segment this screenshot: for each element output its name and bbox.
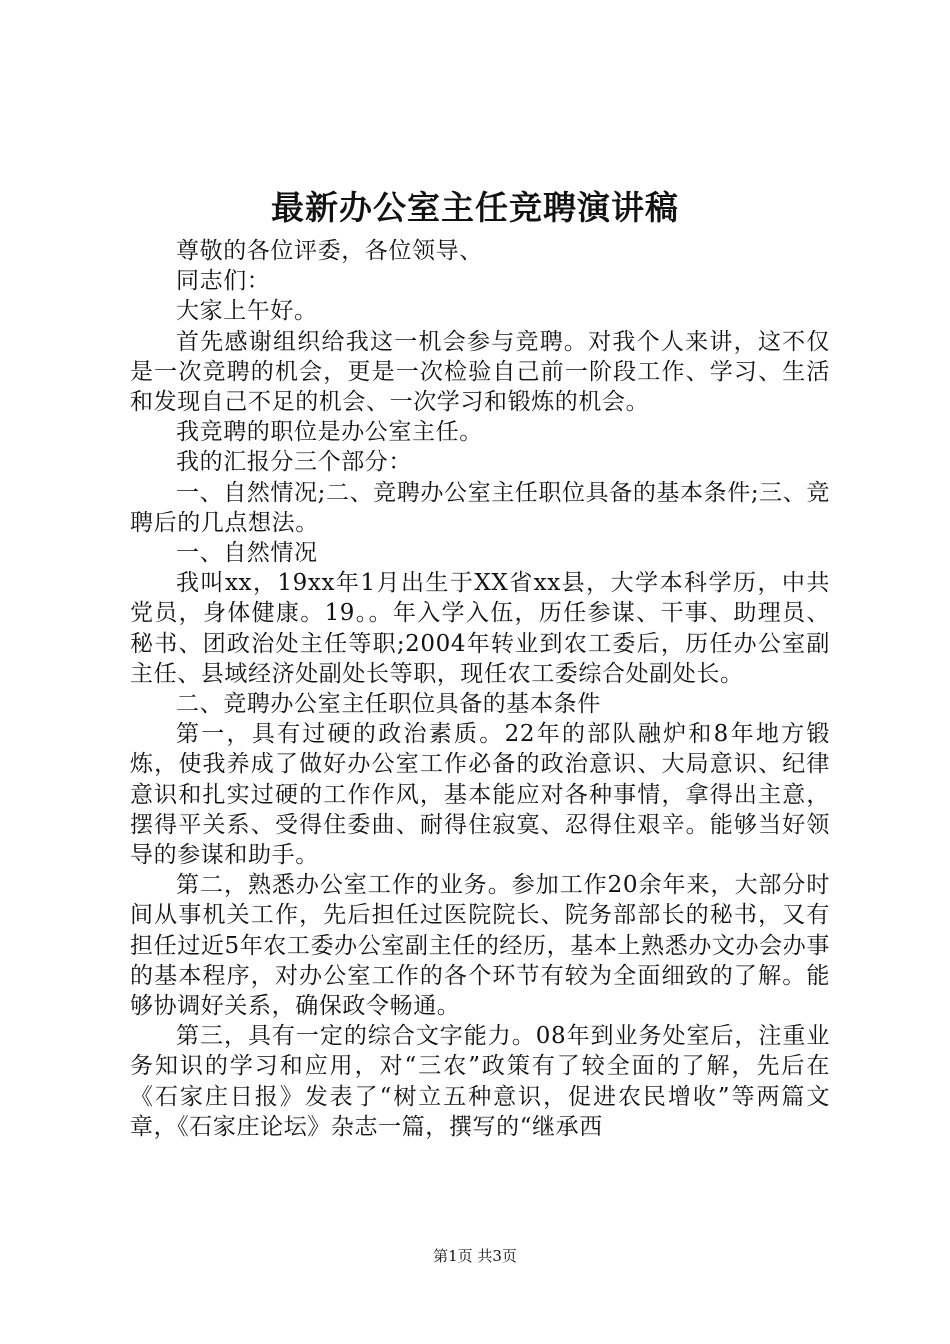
section-heading: 一、自然情况 <box>176 540 318 567</box>
paragraph: 我叫xx，19xx年1月出生于XX省xx县，大学本科学历，中共党员，身体健康。19。。年入学入伍，历任参谋、干事、助理员、秘书、团政治处主任等职;2004年转业到农工委后，历任办公室副主任、县域经济处副处长等职，现任农工委综合处副处长。 <box>130 570 830 687</box>
paragraph: 尊敬的各位评委，各位领导、 <box>176 238 483 264</box>
section-heading: 二、竞聘办公室主任职位具备的基本条件 <box>176 691 601 718</box>
paragraph: 首先感谢组织给我这一机会参与竞聘。对我个人来讲，这不仅是一次竞聘的机会，更是一次检验自己前一阶段工作、学习、生活和发现自己不足的机会、一次学习和锻炼的机会。 <box>130 328 830 416</box>
paragraph: 第二，熟悉办公室工作的业务。参加工作20余年来，大部分时间从事机关工作，先后担任过医院院长、院务部部长的秘书，又有担任过近5年农工委办公室副主任的经历，基本上熟悉办文办会办事的基本程序，对办公室工作的各个环节有较为全面细致的了解。能够协调好关系，确保政令畅通。 <box>130 872 830 1020</box>
paragraph: 第一，具有过硬的政治素质。22年的部队融炉和8年地方锻炼，使我养成了做好办公室工作必备的政治意识、大局意识、纪律意识和扎实过硬的工作作风，基本能应对各种事情，拿得出主意，摆得平关系、受得住委曲、耐得住寂寞、忍得住艰辛。能够当好领导的参谋和助手。 <box>130 721 830 869</box>
paragraph: 第三，具有一定的综合文字能力。08年到业务处室后，注重业务知识的学习和应用，对“三农”政策有了较全面的了解，先后在《石家庄日报》发表了“树立五种意识，促进农民增收”等两篇文章，《石家庄论坛》杂志一篇，撰写的“继承西 <box>130 1023 830 1140</box>
paragraph: 大家上午好。 <box>176 298 318 325</box>
paragraph: 我的汇报分三个部分： <box>176 449 412 476</box>
document-title: 最新办公室主任竞聘演讲稿 <box>271 188 679 227</box>
paragraph: 我竞聘的职位是办公室主任。 <box>176 419 483 446</box>
document-body <box>130 236 830 1142</box>
paragraph: 同志们： <box>176 268 271 295</box>
page-footer: 第1页 共3页 <box>433 1247 517 1265</box>
paragraph: 一、自然情况;二、竞聘办公室主任职位具备的基本条件;三、竞聘后的几点想法。 <box>130 479 830 536</box>
